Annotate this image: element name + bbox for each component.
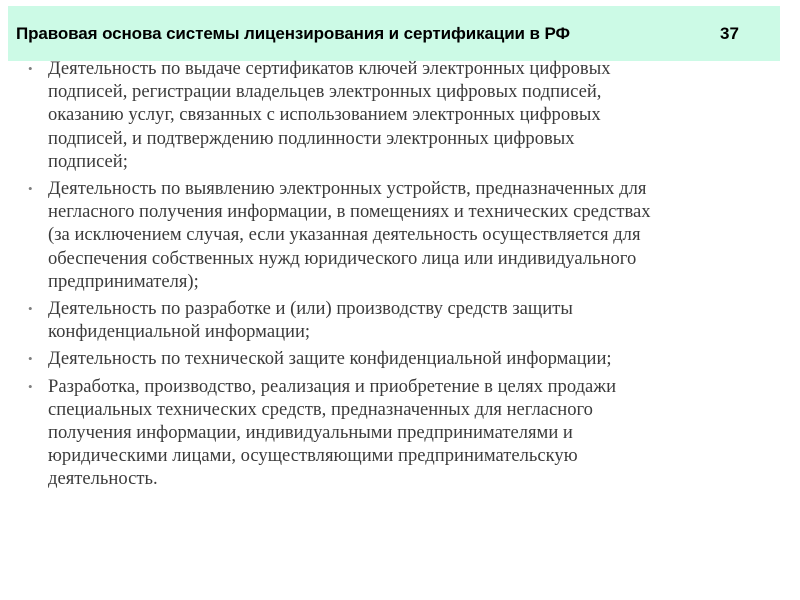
bullet-icon: • — [28, 351, 33, 367]
bullet-line: конфиденциальной информации; — [48, 321, 311, 343]
bullet-icon: • — [28, 181, 33, 197]
bullet-icon: • — [28, 301, 33, 317]
bullet-icon: • — [28, 61, 33, 76]
bullet-line: Деятельность по выявлению электронных устройств, предназначенных для — [48, 178, 647, 200]
slide-header — [8, 6, 780, 61]
bullet-line: подписей, регистрации владельцев электронных цифровых подписей, — [48, 81, 602, 103]
bullet-line: Разработка, производство, реализация и приобретение в целях продажи — [48, 375, 617, 397]
bullet-line: Деятельность по технической защите конфиденциальной информации; — [48, 348, 612, 370]
page-number: 37 — [720, 24, 739, 43]
bullet-line: юридическими лицами, осуществляющими предпринимательскую — [48, 445, 578, 467]
bullet-item-device-detection — [28, 177, 780, 293]
bullet-line: оказанию услуг, связанных с использованием электронных цифровых — [48, 104, 601, 126]
bullet-line: негласного получения информации, в помещениях и технических средствах — [48, 201, 651, 223]
bullet-line: обеспечения собственных нужд юридического лица или индивидуального — [48, 247, 637, 269]
bullet-icon: • — [28, 378, 33, 394]
bullet-item-certificates — [28, 57, 780, 173]
bullet-line: Деятельность по разработке и (или) производству средств защиты — [48, 298, 573, 320]
slide-title: Правовая основа системы лицензирования и сертификации в РФ — [16, 24, 570, 43]
bullet-line: получения информации, индивидуальными предпринимателями и — [48, 422, 573, 444]
bullet-line: деятельность. — [48, 468, 158, 490]
bullet-item-special-devices — [28, 375, 780, 491]
bullet-item-technical-protection — [28, 347, 780, 370]
bullet-item-protection-development — [28, 297, 780, 343]
bullet-line: предпринимателя); — [48, 270, 199, 292]
bullet-line: специальных технических средств, предназначенных для негласного — [48, 398, 593, 420]
bullet-line: подписей; — [48, 150, 128, 172]
bullet-list — [28, 57, 780, 495]
bullet-line: Деятельность по выдаче сертификатов ключей электронных цифровых — [48, 58, 611, 79]
bullet-line: (за исключением случая, если указанная деятельность осуществляется для — [48, 224, 641, 246]
bullet-line: подписей, и подтверждению подлинности электронных цифровых — [48, 127, 575, 149]
